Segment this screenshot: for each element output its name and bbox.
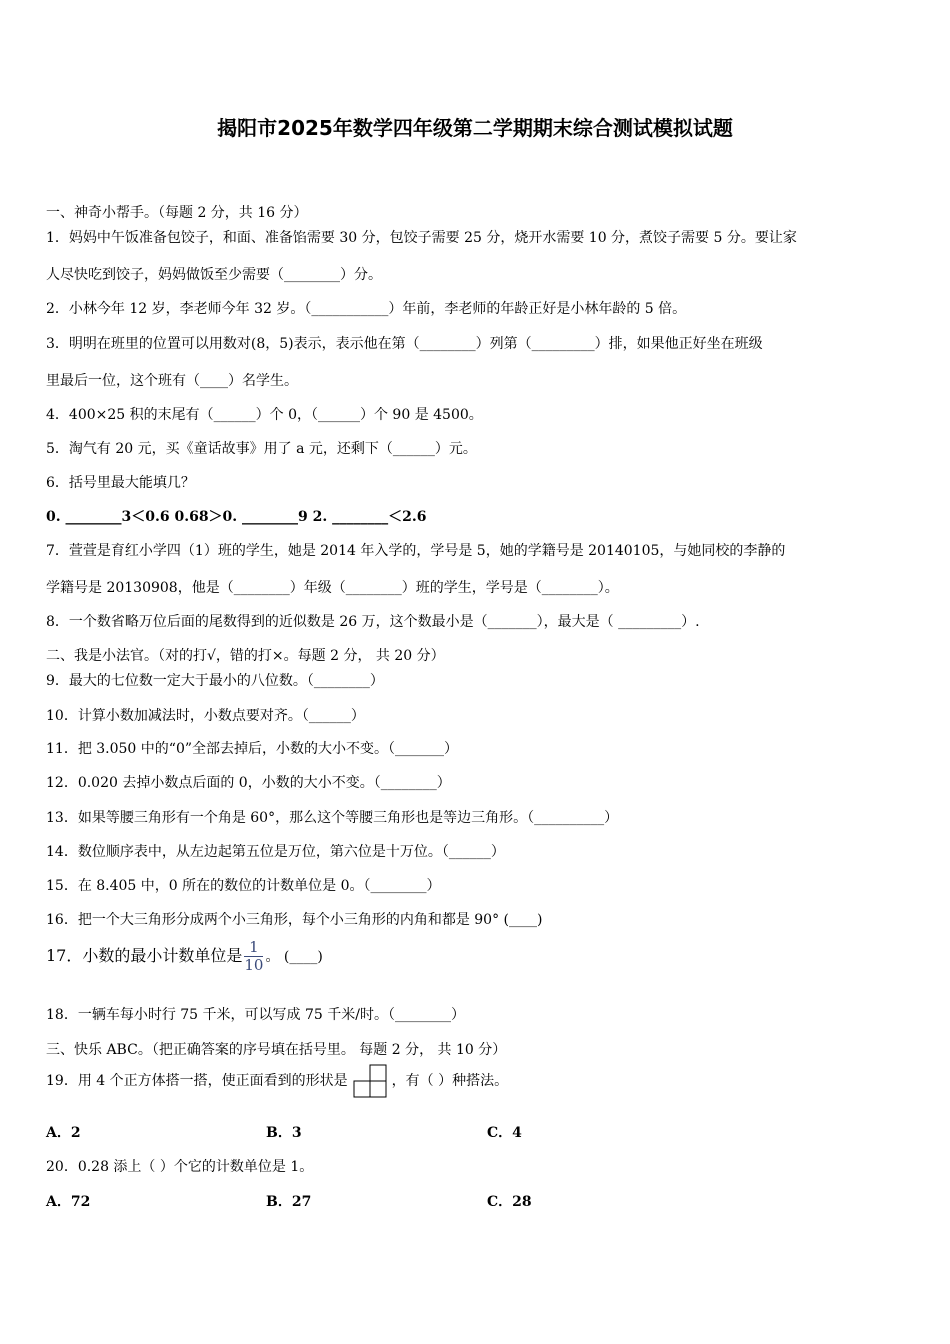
cube-front-view-diagram	[352, 1064, 388, 1098]
fraction-denominator: 10	[244, 956, 264, 974]
q20-option-b: B．27	[266, 1194, 312, 1210]
q19-option-b: B．3	[266, 1125, 302, 1141]
question-11: 11．把 3.050 中的“0”全部去掉后，小数的大小不变。（_______）	[46, 741, 459, 757]
question-9: 9．最大的七位数一定大于最小的八位数。（________）	[46, 673, 384, 689]
question-15: 15．在 8.405 中，0 所在的数位的计数单位是 0。（________）	[46, 878, 441, 894]
question-19	[46, 1064, 508, 1098]
question-1-line-2: 人尽快吃到饺子，妈妈做饭至少需要（________）分。	[46, 267, 382, 283]
page-title: 揭阳市2025年数学四年级第二学期期末综合测试模拟试题	[217, 116, 733, 140]
question-8: 8．一个数省略万位后面的尾数得到的近似数是 26 万，这个数最小是（_______），最大是（ _________）.	[46, 614, 700, 630]
section-heading-1: 一、神奇小帮手。（每题 2 分，共 16 分）	[46, 205, 308, 221]
question-19-blank: ，有（ ）种搭法。	[391, 1073, 509, 1089]
question-4: 4．400×25 积的末尾有（______）个 0，（______）个 90 是 4500。	[46, 407, 483, 423]
question-6-line-1: 6．括号里最大能填几？	[46, 475, 195, 491]
fraction-numerator: 1	[244, 940, 263, 957]
question-6-line-2: 0. ________3＜0.6 0.68＞0. ________9 2. ________＜2.6	[46, 509, 427, 525]
question-10: 10．计算小数加减法时，小数点要对齐。（______）	[46, 708, 365, 724]
section-heading-2: 二、我是小法官。（对的打√，错的打×。每题 2 分， 共 20 分）	[46, 648, 445, 664]
q20-option-c: C．28	[487, 1194, 532, 1210]
question-7-line-2: 学籍号是 20130908，他是（________）年级（________）班的学生，学号是（________）。	[46, 580, 619, 596]
question-1-line-1: 1．妈妈中午饭准备包饺子，和面、准备馅需要 30 分，包饺子需要 25 分，烧开水需要 10 分，煮饺子需要 5 分。要让家	[46, 230, 797, 246]
question-3-line-1: 3．明明在班里的位置可以用数对(8，5)表示，表示他在第（________）列第（_________）排，如果他正好坐在班级	[46, 336, 763, 352]
question-12: 12．0.020 去掉小数点后面的 0，小数的大小不变。（________）	[46, 775, 451, 791]
q19-option-a: A．2	[46, 1125, 81, 1141]
question-17-blank: 。 (____)	[265, 949, 323, 965]
question-3-line-2: 里最后一位，这个班有（____）名学生。	[46, 373, 298, 389]
q20-option-a: A．72	[46, 1194, 91, 1210]
question-19-text: 19．用 4 个正方体搭一搭，使正面看到的形状是	[46, 1073, 348, 1089]
question-20: 20．0.28 添上（ ）个它的计数单位是 1。	[46, 1159, 314, 1175]
question-2: 2．小林今年 12 岁，李老师今年 32 岁。（___________）年前，李老师的年龄正好是小林年龄的 5 倍。	[46, 301, 687, 317]
question-16: 16．把一个大三角形分成两个小三角形，每个小三角形的内角和都是 90° (____)	[46, 912, 543, 928]
question-13: 13．如果等腰三角形有一个角是 60°，那么这个等腰三角形也是等边三角形。（__________）	[46, 810, 619, 826]
question-5: 5．淘气有 20 元，买《童话故事》用了 a 元，还剩下（______）元。	[46, 441, 477, 457]
question-18: 18．一辆车每小时行 75 千米，可以写成 75 千米/时。（________）	[46, 1007, 465, 1023]
fraction-one-tenth	[244, 940, 263, 973]
question-17	[46, 940, 323, 973]
question-17-text: 17．小数的最小计数单位是	[46, 946, 243, 965]
section-heading-3: 三、快乐 ABC。（把正确答案的序号填在括号里。 每题 2 分， 共 10 分）	[46, 1042, 507, 1058]
question-14: 14．数位顺序表中，从左边起第五位是万位，第六位是十万位。（______）	[46, 844, 505, 860]
question-7-line-1: 7．萱萱是育红小学四（1）班的学生，她是 2014 年入学的，学号是 5，她的学籍号是 20140105，与她同校的李静的	[46, 543, 786, 559]
q19-option-c: C．4	[487, 1125, 522, 1141]
